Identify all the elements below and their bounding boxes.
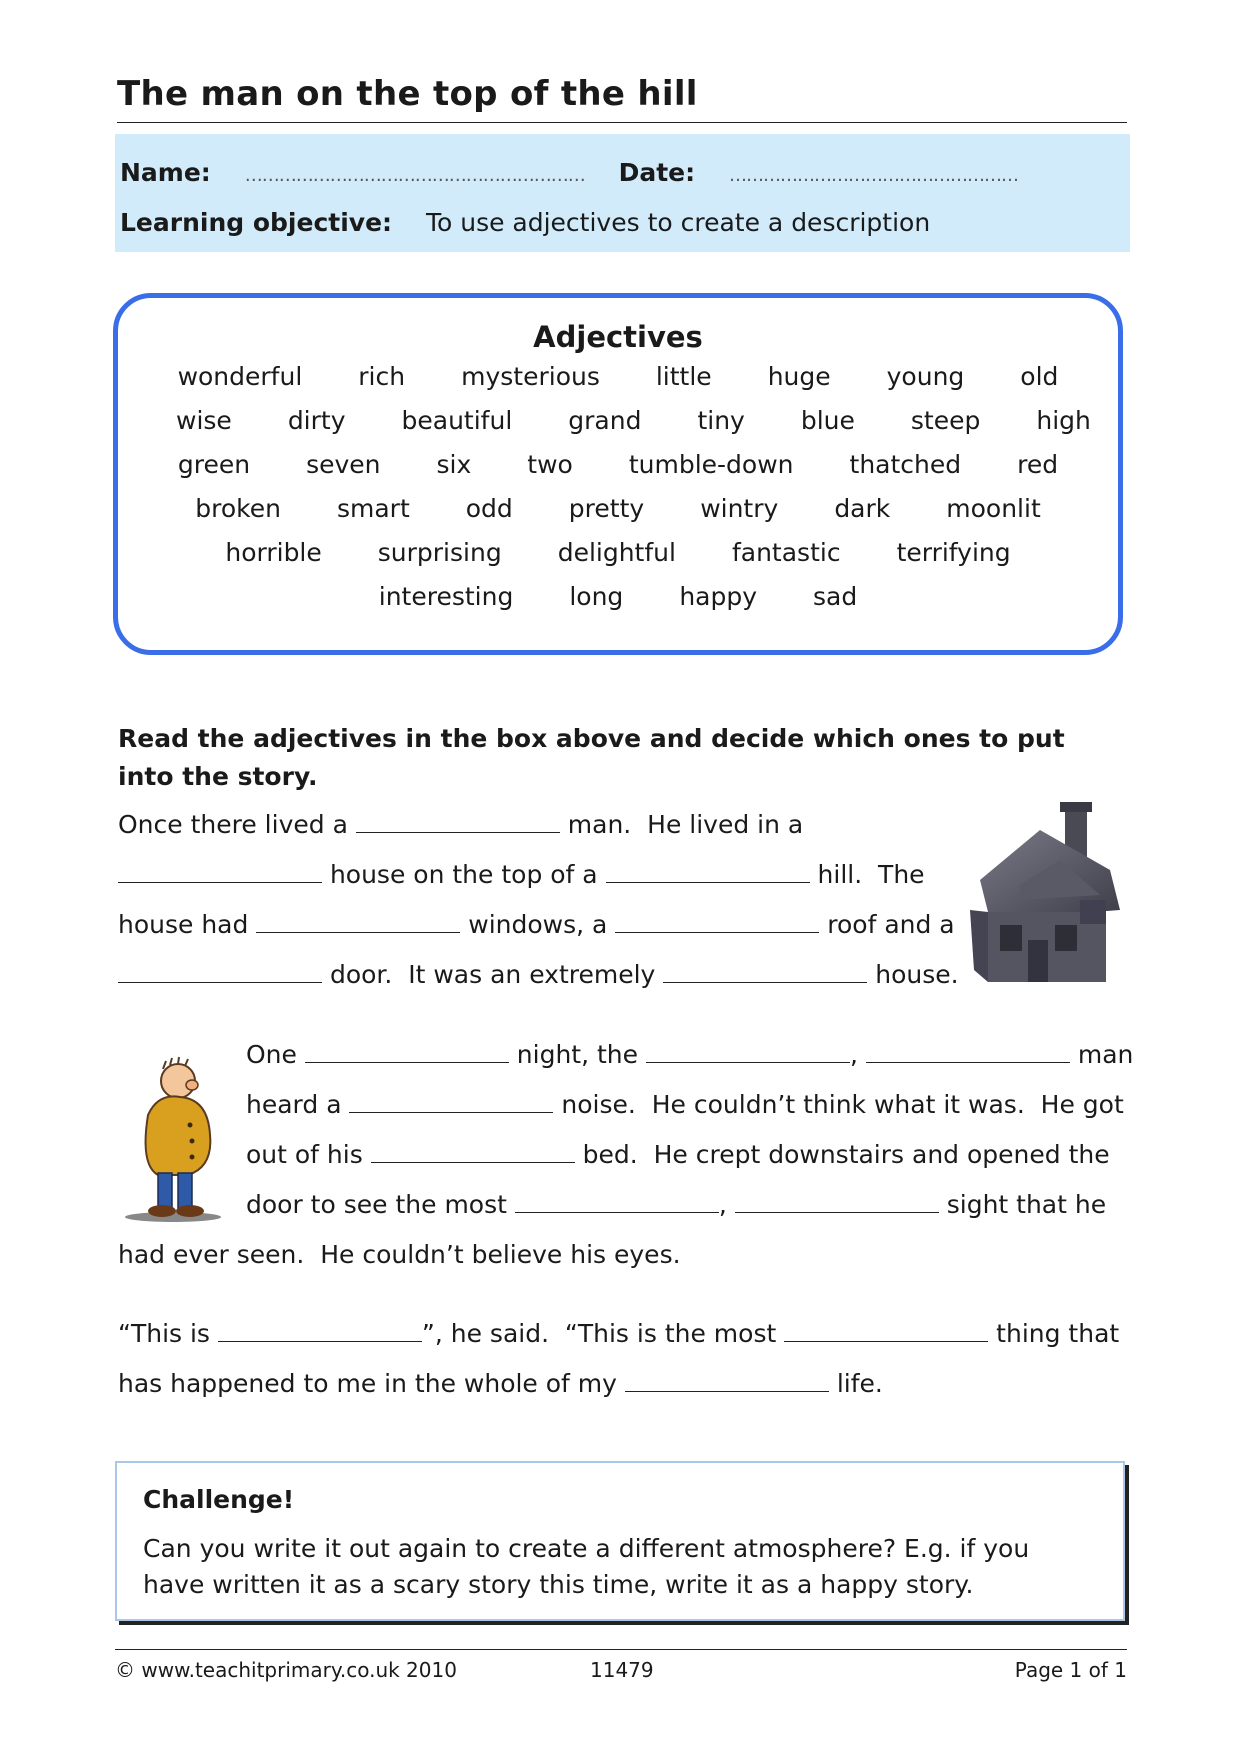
story-text: door to see the most <box>246 1190 515 1219</box>
adjective-word: delightful <box>557 538 676 567</box>
story-text: windows, a <box>460 910 616 939</box>
answer-blank[interactable] <box>735 1192 939 1213</box>
adjective-word: mysterious <box>461 362 600 391</box>
footer-copyright: © www.teachitprimary.co.uk 2010 <box>115 1658 457 1682</box>
story-line <box>118 1359 1119 1409</box>
adjective-word: green <box>177 450 251 479</box>
answer-blank[interactable] <box>866 1042 1070 1063</box>
adjective-word: happy <box>679 582 758 611</box>
adjective-word: tumble-down <box>628 450 794 479</box>
story-text: house. <box>867 960 959 989</box>
answer-blank[interactable] <box>218 1321 422 1342</box>
answer-blank[interactable] <box>118 862 322 883</box>
answer-blank[interactable] <box>349 1092 553 1113</box>
answer-blank[interactable] <box>118 962 322 983</box>
story-text: man. He lived in a <box>559 810 804 839</box>
instruction-text: Read the adjectives in the box above and decide which ones to put into the story. <box>118 724 1065 791</box>
adjective-word: dark <box>834 494 891 523</box>
adjective-word: little <box>655 362 712 391</box>
adjective-row <box>148 406 1091 435</box>
story-text: thing that <box>988 1319 1120 1348</box>
answer-blank[interactable] <box>371 1142 575 1163</box>
story-line <box>118 800 959 850</box>
adjective-row <box>148 582 1088 611</box>
name-date-row <box>120 158 1018 187</box>
story-line <box>118 900 959 950</box>
story-text: , <box>849 1040 866 1069</box>
adjective-word: interesting <box>378 582 514 611</box>
adjective-word: red <box>1017 450 1059 479</box>
objective-text: To use adjectives to create a description <box>425 208 931 237</box>
answer-blank[interactable] <box>646 1042 850 1063</box>
story-text: night, the <box>508 1040 646 1069</box>
adjective-word: odd <box>465 494 513 523</box>
story-text: “This is <box>118 1319 218 1348</box>
story-text: heard a <box>246 1090 350 1119</box>
adjective-word: rich <box>358 362 406 391</box>
adjective-word: pretty <box>568 494 645 523</box>
story-line <box>246 1180 1133 1230</box>
story-line <box>246 1030 1133 1080</box>
adjective-word: grand <box>568 406 642 435</box>
page-footer <box>115 1649 1127 1682</box>
story-text: Once there lived a <box>118 810 356 839</box>
adjective-word: long <box>569 582 624 611</box>
adjective-word: high <box>1036 406 1091 435</box>
story-text: life. <box>828 1369 883 1398</box>
adjective-word: seven <box>306 450 381 479</box>
answer-blank[interactable] <box>515 1192 719 1213</box>
adjective-word: thatched <box>849 450 962 479</box>
student-info-panel <box>115 134 1130 252</box>
story-text: , <box>718 1190 735 1219</box>
story-text: has happened to me in the whole of my <box>118 1369 625 1398</box>
story-line <box>118 950 959 1000</box>
adjective-word: steep <box>910 406 981 435</box>
adjective-word: moonlit <box>946 494 1041 523</box>
house-illustration <box>960 800 1125 990</box>
adjective-word: smart <box>336 494 410 523</box>
story-text: out of his <box>246 1140 371 1169</box>
adjective-word: huge <box>767 362 831 391</box>
story-paragraph-2 <box>246 1030 1133 1230</box>
story-line <box>118 850 959 900</box>
answer-blank[interactable] <box>625 1371 829 1392</box>
adjective-row <box>148 450 1088 479</box>
story-line: had ever seen. He couldn’t believe his eyes. <box>118 1240 681 1269</box>
footer-code: 11479 <box>590 1658 654 1682</box>
adjective-word: six <box>436 450 472 479</box>
story-text: hill. The <box>809 860 925 889</box>
story-line <box>246 1080 1133 1130</box>
adjectives-heading: Adjectives <box>533 320 703 354</box>
objective-label: Learning objective: <box>120 208 393 237</box>
story-text: door. It was an extremely <box>322 960 664 989</box>
adjective-word: surprising <box>377 538 502 567</box>
answer-blank[interactable] <box>356 812 560 833</box>
adjective-word: wintry <box>700 494 779 523</box>
answer-blank[interactable] <box>256 912 460 933</box>
date-label: Date: <box>618 158 696 187</box>
man-illustration <box>118 1055 228 1225</box>
challenge-heading: Challenge! <box>143 1485 295 1514</box>
story-text: roof and a <box>819 910 955 939</box>
date-field[interactable]: …………………………………………… <box>729 165 1019 186</box>
story-text: noise. He couldn’t think what it was. He got <box>553 1090 1124 1119</box>
adjective-word: fantastic <box>731 538 841 567</box>
name-label: Name: <box>120 158 211 187</box>
challenge-text: Can you write it out again to create a different atmosphere? E.g. if you have written it as a scary story this time, write it as a happy story. <box>143 1534 1030 1599</box>
story-paragraph-2-last <box>118 1230 681 1280</box>
story-text: sight that he <box>938 1190 1107 1219</box>
answer-blank[interactable] <box>784 1321 988 1342</box>
story-paragraph-3 <box>118 1309 1119 1409</box>
challenge-box <box>115 1461 1125 1621</box>
adjective-row <box>148 538 1088 567</box>
adjective-word: blue <box>800 406 855 435</box>
answer-blank[interactable] <box>663 962 867 983</box>
adjective-word: two <box>527 450 573 479</box>
adjective-word: broken <box>195 494 281 523</box>
story-text: man <box>1069 1040 1134 1069</box>
story-line <box>118 1309 1119 1359</box>
answer-blank[interactable] <box>305 1042 509 1063</box>
adjective-word: wise <box>176 406 232 435</box>
story-paragraph-1 <box>118 800 959 1000</box>
adjective-word: old <box>1020 362 1059 391</box>
adjective-word: terrifying <box>896 538 1011 567</box>
adjective-row <box>148 494 1088 523</box>
adjectives-box <box>113 293 1123 655</box>
story-text: bed. He crept downstairs and opened the <box>574 1140 1110 1169</box>
story-text: house had <box>118 910 257 939</box>
story-line <box>246 1130 1133 1180</box>
adjective-word: dirty <box>287 406 346 435</box>
adjective-word: sad <box>813 582 858 611</box>
story-text: house on the top of a <box>322 860 606 889</box>
adjective-word: young <box>886 362 965 391</box>
footer-page: Page 1 of 1 <box>1014 1658 1127 1682</box>
name-field[interactable]: …………………………………………………… <box>244 165 585 186</box>
adjective-row <box>148 362 1088 391</box>
objective-row <box>120 208 930 237</box>
adjective-word: horrible <box>225 538 322 567</box>
adjective-word: tiny <box>697 406 745 435</box>
page-title: The man on the top of the hill <box>117 74 1127 123</box>
adjective-word: wonderful <box>177 362 303 391</box>
answer-blank[interactable] <box>615 912 819 933</box>
adjective-word: beautiful <box>401 406 513 435</box>
story-text: One <box>246 1040 305 1069</box>
answer-blank[interactable] <box>606 862 810 883</box>
story-text: ”, he said. “This is the most <box>421 1319 785 1348</box>
